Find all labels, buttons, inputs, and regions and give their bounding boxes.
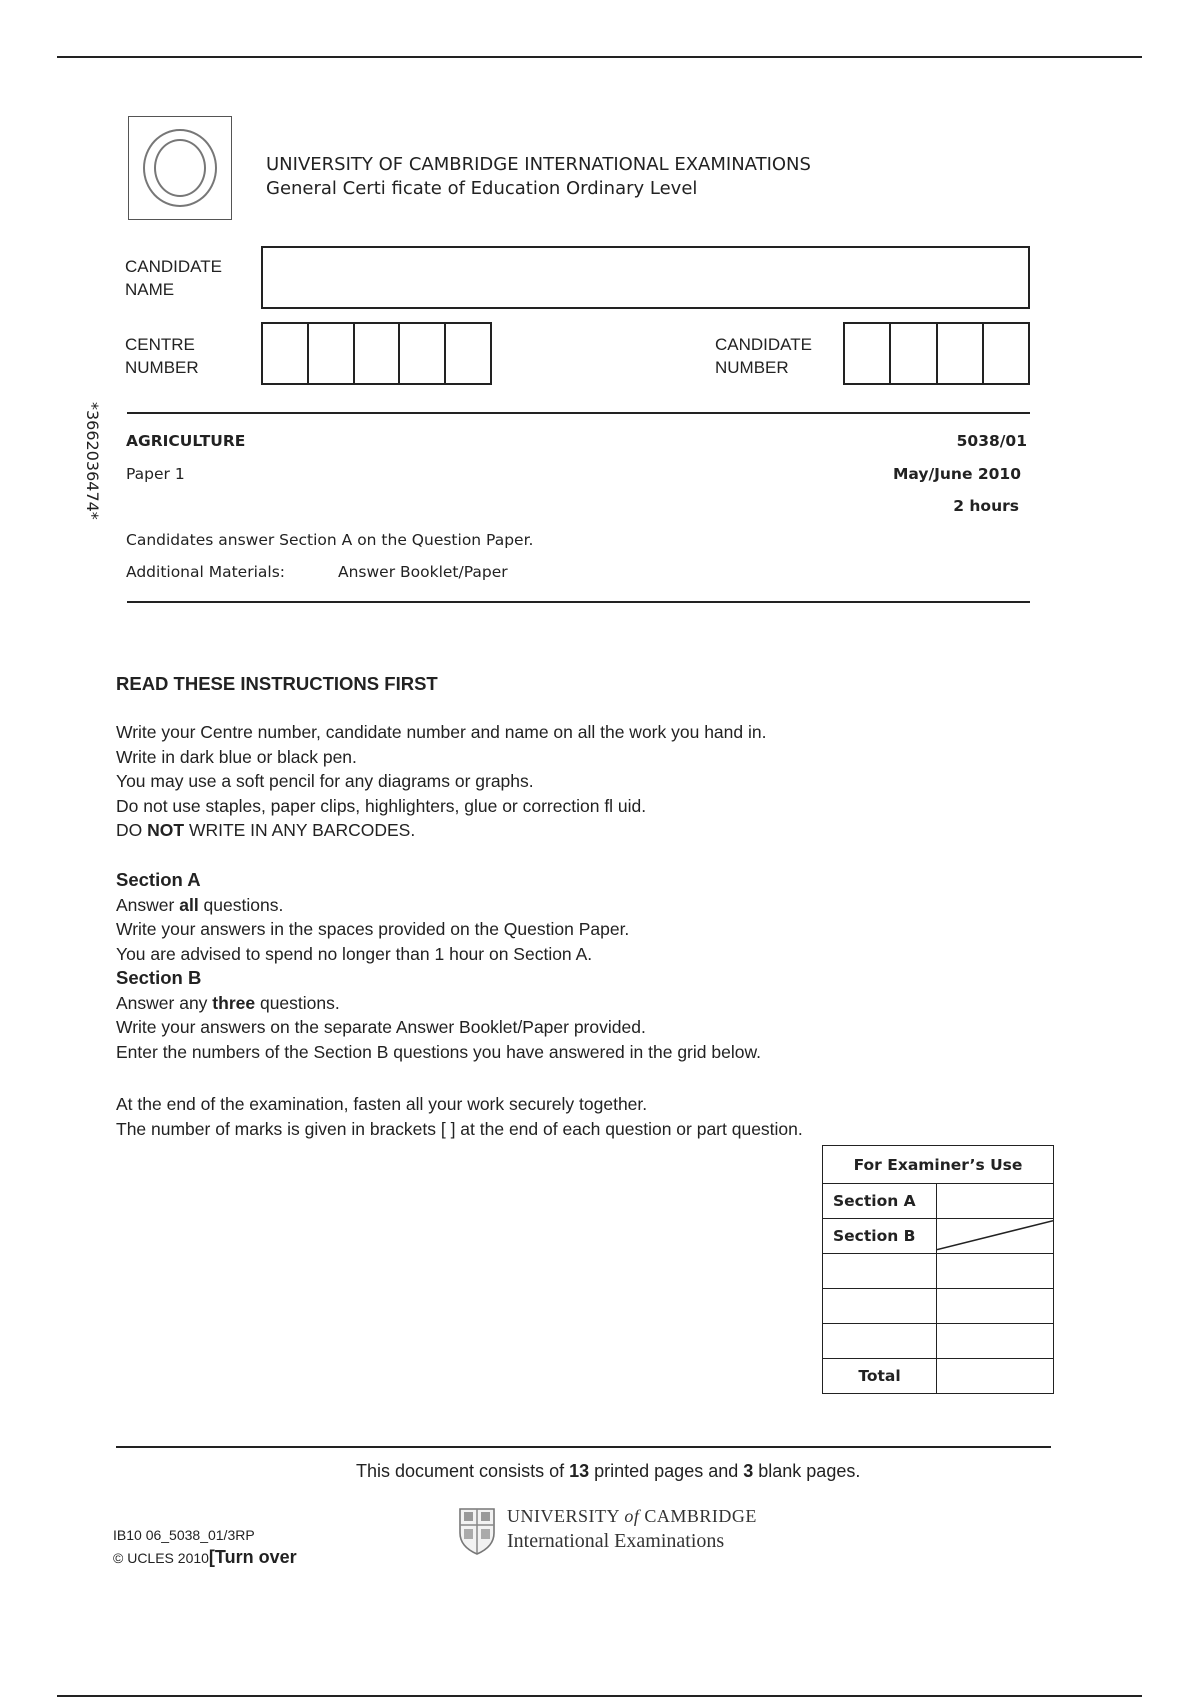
materials-value: Answer Booklet/Paper — [338, 563, 508, 581]
mark-cell-crossed — [937, 1219, 1054, 1254]
row-label: Section B — [823, 1219, 937, 1254]
table-row — [823, 1324, 1054, 1359]
total-label: Total — [823, 1359, 937, 1394]
barcode — [78, 402, 108, 532]
candidate-number-field[interactable] — [843, 322, 1030, 385]
row-label: Section A — [823, 1184, 937, 1219]
mark-cell[interactable] — [937, 1254, 1054, 1289]
centre-digit-box[interactable] — [400, 324, 446, 383]
end-instructions — [116, 1092, 803, 1141]
instruction-line: The number of marks is given in brackets [ ] at the end of each question or part question. — [116, 1118, 803, 1139]
instruction-line: Write your answers on the separate Answer Booklet/Paper provided. — [116, 1017, 646, 1037]
question-number-cell[interactable] — [823, 1289, 937, 1324]
candidate-digit-box[interactable] — [891, 324, 937, 383]
footer-rule — [116, 1446, 1051, 1448]
centre-number-label: CENTRE NUMBER — [125, 335, 199, 377]
paper-code: 5038/01 — [956, 432, 1027, 450]
question-number-cell[interactable] — [823, 1254, 937, 1289]
instruction-line: Enter the numbers of the Section B questions you have answered in the grid below. — [116, 1041, 761, 1062]
instruction-line: You are advised to spend no longer than 1 hour on Section A. — [116, 943, 593, 964]
candidate-name-label: CANDIDATE NAME — [125, 257, 222, 299]
instruction-line: Do not use staples, paper clips, highlighters, glue or correction fl uid. — [116, 795, 647, 816]
table-row — [823, 1289, 1054, 1324]
instruction-line: DO NOT WRITE IN ANY BARCODES. — [116, 820, 416, 840]
table-row — [823, 1359, 1054, 1394]
centre-number-field[interactable] — [261, 322, 492, 385]
instruction-line: Write in dark blue or black pen. — [116, 746, 357, 767]
exam-duration: 2 hours — [953, 497, 1019, 515]
reference-code: IB10 06_5038_01/3RP — [113, 1527, 255, 1543]
mark-cell[interactable] — [937, 1289, 1054, 1324]
instruction-line: Write your Centre number, candidate number and name on all the work you hand in. — [116, 722, 767, 742]
candidate-digit-box[interactable] — [845, 324, 891, 383]
mark-cell[interactable] — [937, 1184, 1054, 1219]
general-instructions — [116, 720, 766, 843]
page-count-note: This document consists of 13 printed pages and 3 blank pages. — [356, 1461, 861, 1481]
mark-cell[interactable] — [937, 1324, 1054, 1359]
instructions-heading: READ THESE INSTRUCTIONS FIRST — [116, 673, 438, 694]
ucie-logo-line-2: International Examinations — [507, 1530, 725, 1552]
total-mark-cell[interactable] — [937, 1359, 1054, 1394]
table-row — [823, 1254, 1054, 1289]
centre-digit-box[interactable] — [446, 324, 490, 383]
top-rule — [57, 56, 1142, 58]
centre-digit-box[interactable] — [355, 324, 401, 383]
instruction-line: Write your answers in the spaces provided on the Question Paper. — [116, 919, 630, 939]
instruction-line: Answer any three questions. — [116, 992, 340, 1013]
centre-digit-box[interactable] — [309, 324, 355, 383]
copyright-line: © UCLES 2010[Turn over — [113, 1547, 297, 1567]
examiners-use-table — [822, 1145, 1054, 1394]
instruction-line: At the end of the examination, fasten all your work securely together. — [116, 1094, 648, 1114]
qualification-title: General Certi ficate of Education Ordinary Level — [266, 178, 698, 199]
subject: AGRICULTURE — [126, 432, 246, 450]
turn-over: [Turn over — [208, 1547, 297, 1567]
o-level-letter-icon — [143, 129, 217, 207]
section-a-instructions — [116, 868, 761, 1064]
cambridge-crest-icon — [458, 1507, 496, 1555]
table-row — [823, 1219, 1054, 1254]
paper-top-rule — [127, 412, 1030, 414]
centre-digit-box[interactable] — [263, 324, 309, 383]
question-number-cell[interactable] — [823, 1324, 937, 1359]
bottom-rule — [57, 1695, 1142, 1697]
diagonal-slash-icon — [937, 1219, 1053, 1253]
section-a-title: Section A — [116, 869, 201, 890]
candidate-name-field[interactable] — [261, 246, 1030, 309]
barcode-text: *3662036474* — [83, 402, 102, 520]
section-b-title: Section B — [116, 967, 202, 988]
document-reference — [113, 1524, 297, 1569]
candidate-digit-box[interactable] — [984, 324, 1028, 383]
ucie-logo-line-1: UNIVERSITY of CAMBRIDGE — [507, 1506, 757, 1526]
university-title: UNIVERSITY OF CAMBRIDGE INTERNATIONAL EXAMINATIONS — [266, 154, 811, 175]
instruction-line: Answer all questions. — [116, 894, 284, 915]
examiners-use-title: For Examiner’s Use — [823, 1146, 1054, 1184]
candidate-number-label: CANDIDATE NUMBER — [715, 335, 812, 377]
candidate-digit-box[interactable] — [938, 324, 984, 383]
materials-label: Additional Materials: — [126, 563, 286, 581]
paper-bottom-rule — [127, 601, 1030, 603]
exam-session: May/June 2010 — [892, 465, 1021, 483]
paper-number: Paper 1 — [126, 465, 185, 483]
instruction-line: You may use a soft pencil for any diagrams or graphs. — [116, 771, 534, 791]
table-row — [823, 1184, 1054, 1219]
answer-note: Candidates answer Section A on the Question Paper. — [126, 531, 534, 549]
level-logo — [128, 116, 232, 220]
